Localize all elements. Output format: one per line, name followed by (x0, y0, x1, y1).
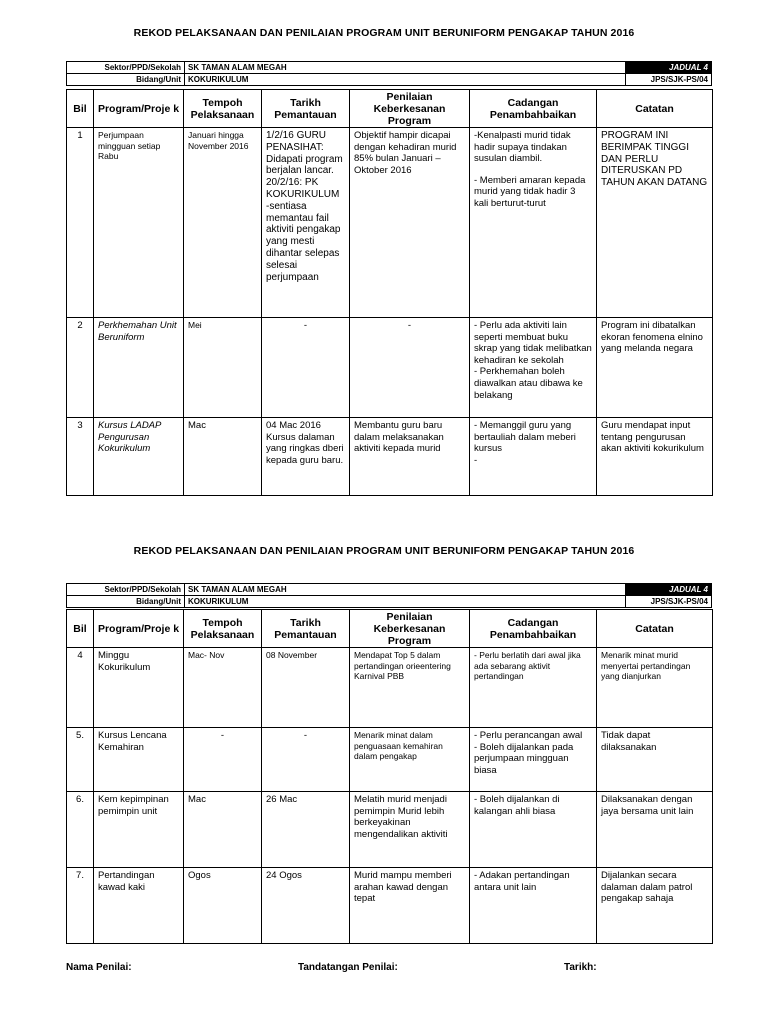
bidang-label: Bidang/Unit (67, 596, 185, 608)
row-tempoh: Mac (184, 792, 262, 868)
cadangan-line-2: - Perkhemahan boleh diawalkan atau dibawa ke belakang (474, 366, 586, 401)
col-tarikh: Tarikh Pemantauan (262, 90, 350, 128)
section-1-title: REKOD PELAKSANAAN DAN PENILAIAN PROGRAM UNIT BERUNIFORM PENGAKAP TAHUN 2016 (133, 27, 635, 39)
row-cadangan (470, 318, 597, 418)
row-bil: 4 (67, 648, 94, 728)
row-program: Perjumpaan mingguan setiap Rabu (94, 128, 184, 318)
sektor-label: Sektor/PPD/Sekolah (67, 62, 185, 74)
bidang-value: KOKURIKULUM (185, 596, 626, 608)
header-row-bidang (67, 596, 712, 608)
cadangan-line-1: - Perlu ada aktiviti lain seperti membuat buku skrap yang tidak melibatkan kehadiran ke sekolah (474, 320, 595, 366)
row-program: Pertandingan kawad kaki (94, 868, 184, 944)
row-program: Kursus Lencana Kemahiran (94, 728, 184, 792)
row-tempoh: Mac (184, 418, 262, 496)
table-header-row (67, 610, 713, 648)
table-header-row (67, 90, 713, 128)
col-tempoh: Tempoh Pelaksanaan (184, 90, 262, 128)
section-1-table (66, 89, 713, 496)
col-cadangan: Cadangan Penambahbaikan (470, 90, 597, 128)
table-row (67, 418, 713, 496)
kod-value: JPS/SJK-PS/04 (626, 74, 712, 86)
row-tarikh: 04 Mac 2016 Kursus dalaman yang ringkas dberi kepada guru baru. (262, 418, 350, 496)
row-penilaian: Melatih murid menjadi pemimpin Murid lebih berkeyakinan mengendalikan aktiviti (350, 792, 470, 868)
cadangan-line-2: - (474, 454, 478, 466)
jadual-badge: JADUAL 4 (626, 62, 712, 74)
row-cadangan (470, 418, 597, 496)
row-bil: 6. (67, 792, 94, 868)
row-catatan: Guru mendapat input tentang pengurusan akan aktiviti kokurikulum (597, 418, 713, 496)
col-penilaian: Penilaian Keberkesanan Program (350, 90, 470, 128)
sektor-value: SK TAMAN ALAM MEGAH (185, 584, 626, 596)
row-tarikh: 08 November (262, 648, 350, 728)
col-catatan: Catatan (597, 90, 713, 128)
row-cadangan: - Perlu berlatih dari awal jika ada sebarang aktivit pertandingan (470, 648, 597, 728)
row-cadangan: - Boleh dijalankan di kalangan ahli biasa (470, 792, 597, 868)
bidang-value: KOKURIKULUM (185, 74, 626, 86)
row-tarikh: 24 Ogos (262, 868, 350, 944)
col-penilaian: Penilaian Keberkesanan Program (350, 610, 470, 648)
row-catatan: Dilaksanakan dengan jaya bersama unit lain (597, 792, 713, 868)
row-bil: 5. (67, 728, 94, 792)
col-program: Program/Proje k (94, 610, 184, 648)
row-penilaian: Membantu guru baru dalam melaksanakan aktiviti kepada murid (350, 418, 470, 496)
kod-value: JPS/SJK-PS/04 (626, 596, 712, 608)
row-penilaian: - (350, 318, 470, 418)
cadangan-line-2: - Memberi amaran kepada murid yang tidak hadir 3 kali berturut-turut (474, 174, 589, 209)
row-tarikh: 26 Mac (262, 792, 350, 868)
nama-penilai-label: Nama Penilai: (66, 962, 132, 973)
sektor-label: Sektor/PPD/Sekolah (67, 584, 185, 596)
row-tempoh: Ogos (184, 868, 262, 944)
row-tarikh: - (262, 318, 350, 418)
row-program: Kem kepimpinan pemimpin unit (94, 792, 184, 868)
bidang-label: Bidang/Unit (67, 74, 185, 86)
header-row-sektor (67, 62, 712, 74)
section-1-header (66, 61, 712, 86)
row-program: Kursus LADAP Pengurusan Kokurikulum (94, 418, 184, 496)
row-bil: 2 (67, 318, 94, 418)
row-penilaian: Menarik minat dalam penguasaan kemahiran dalam pengakap (350, 728, 470, 792)
row-tempoh: Januari hingga November 2016 (184, 128, 262, 318)
row-tarikh: - (262, 728, 350, 792)
row-program: Minggu Kokurikulum (94, 648, 184, 728)
col-catatan: Catatan (597, 610, 713, 648)
signature-footer (66, 962, 712, 976)
row-catatan: Tidak dapat dilaksanakan (597, 728, 713, 792)
cadangan-line-1: - Perlu perancangan awal (474, 730, 583, 741)
col-cadangan: Cadangan Penambahbaikan (470, 610, 597, 648)
row-bil: 1 (67, 128, 94, 318)
table-row (67, 128, 713, 318)
header-row-bidang (67, 74, 712, 86)
row-catatan: Dijalankan secara dalaman dalam patrol pengakap sahaja (597, 868, 713, 944)
col-tarikh: Tarikh Pemantauan (262, 610, 350, 648)
col-bil: Bil (67, 610, 94, 648)
section-2-header (66, 583, 712, 608)
row-program: Perkhemahan Unit Beruniform (94, 318, 184, 418)
row-penilaian: Murid mampu memberi arahan kawad dengan tepat (350, 868, 470, 944)
table-row (67, 728, 713, 792)
row-cadangan: - Adakan pertandingan antara unit lain (470, 868, 597, 944)
cadangan-line-1: -Kenalpasti murid tidak hadir supaya tindakan susulan diambil. (474, 130, 574, 165)
cadangan-line-2: - Boleh dijalankan pada perjumpaan mingguan biasa (474, 741, 576, 776)
tarikh-label: Tarikh: (564, 962, 597, 973)
table-row (67, 318, 713, 418)
jadual-badge: JADUAL 4 (626, 584, 712, 596)
table-row (67, 792, 713, 868)
col-program: Program/Proje k (94, 90, 184, 128)
row-tempoh: Mac- Nov (184, 648, 262, 728)
row-bil: 3 (67, 418, 94, 496)
cadangan-line-1: - Memanggil guru yang bertauliah dalam meberi kursus (474, 420, 579, 455)
row-tempoh: Mei (184, 318, 262, 418)
col-bil: Bil (67, 90, 94, 128)
row-catatan: Program ini dibatalkan ekoran fenomena elnino yang melanda negara (597, 318, 713, 418)
row-tarikh: 1/2/16 GURU PENASIHAT: Didapati program berjalan lancar. 20/2/16: PK KOKURIKULUM -sentiasa memantau fail aktiviti pengakap yang mesti dihantar selepas selesai perjumpaan (262, 128, 350, 318)
section-2-title: REKOD PELAKSANAAN DAN PENILAIAN PROGRAM UNIT BERUNIFORM PENGAKAP TAHUN 2016 (133, 545, 635, 557)
row-cadangan (470, 128, 597, 318)
table-row (67, 868, 713, 944)
section-2-table (66, 609, 713, 944)
header-row-sektor (67, 584, 712, 596)
row-penilaian: Objektif hampir dicapai dengan kehadiran murid 85% bulan Januari – Oktober 2016 (350, 128, 470, 318)
sektor-value: SK TAMAN ALAM MEGAH (185, 62, 626, 74)
row-bil: 7. (67, 868, 94, 944)
tandatangan-penilai-label: Tandatangan Penilai: (298, 962, 398, 973)
row-tempoh: - (184, 728, 262, 792)
row-catatan: PROGRAM INI BERIMPAK TINGGI DAN PERLU DITERUSKAN PD TAHUN AKAN DATANG (597, 128, 713, 318)
row-penilaian: Mendapat Top 5 dalam pertandingan orieentering Karnival PBB (350, 648, 470, 728)
table-row (67, 648, 713, 728)
row-catatan: Menarik minat murid menyertai pertandingan yang dianjurkan (597, 648, 713, 728)
col-tempoh: Tempoh Pelaksanaan (184, 610, 262, 648)
row-cadangan (470, 728, 597, 792)
